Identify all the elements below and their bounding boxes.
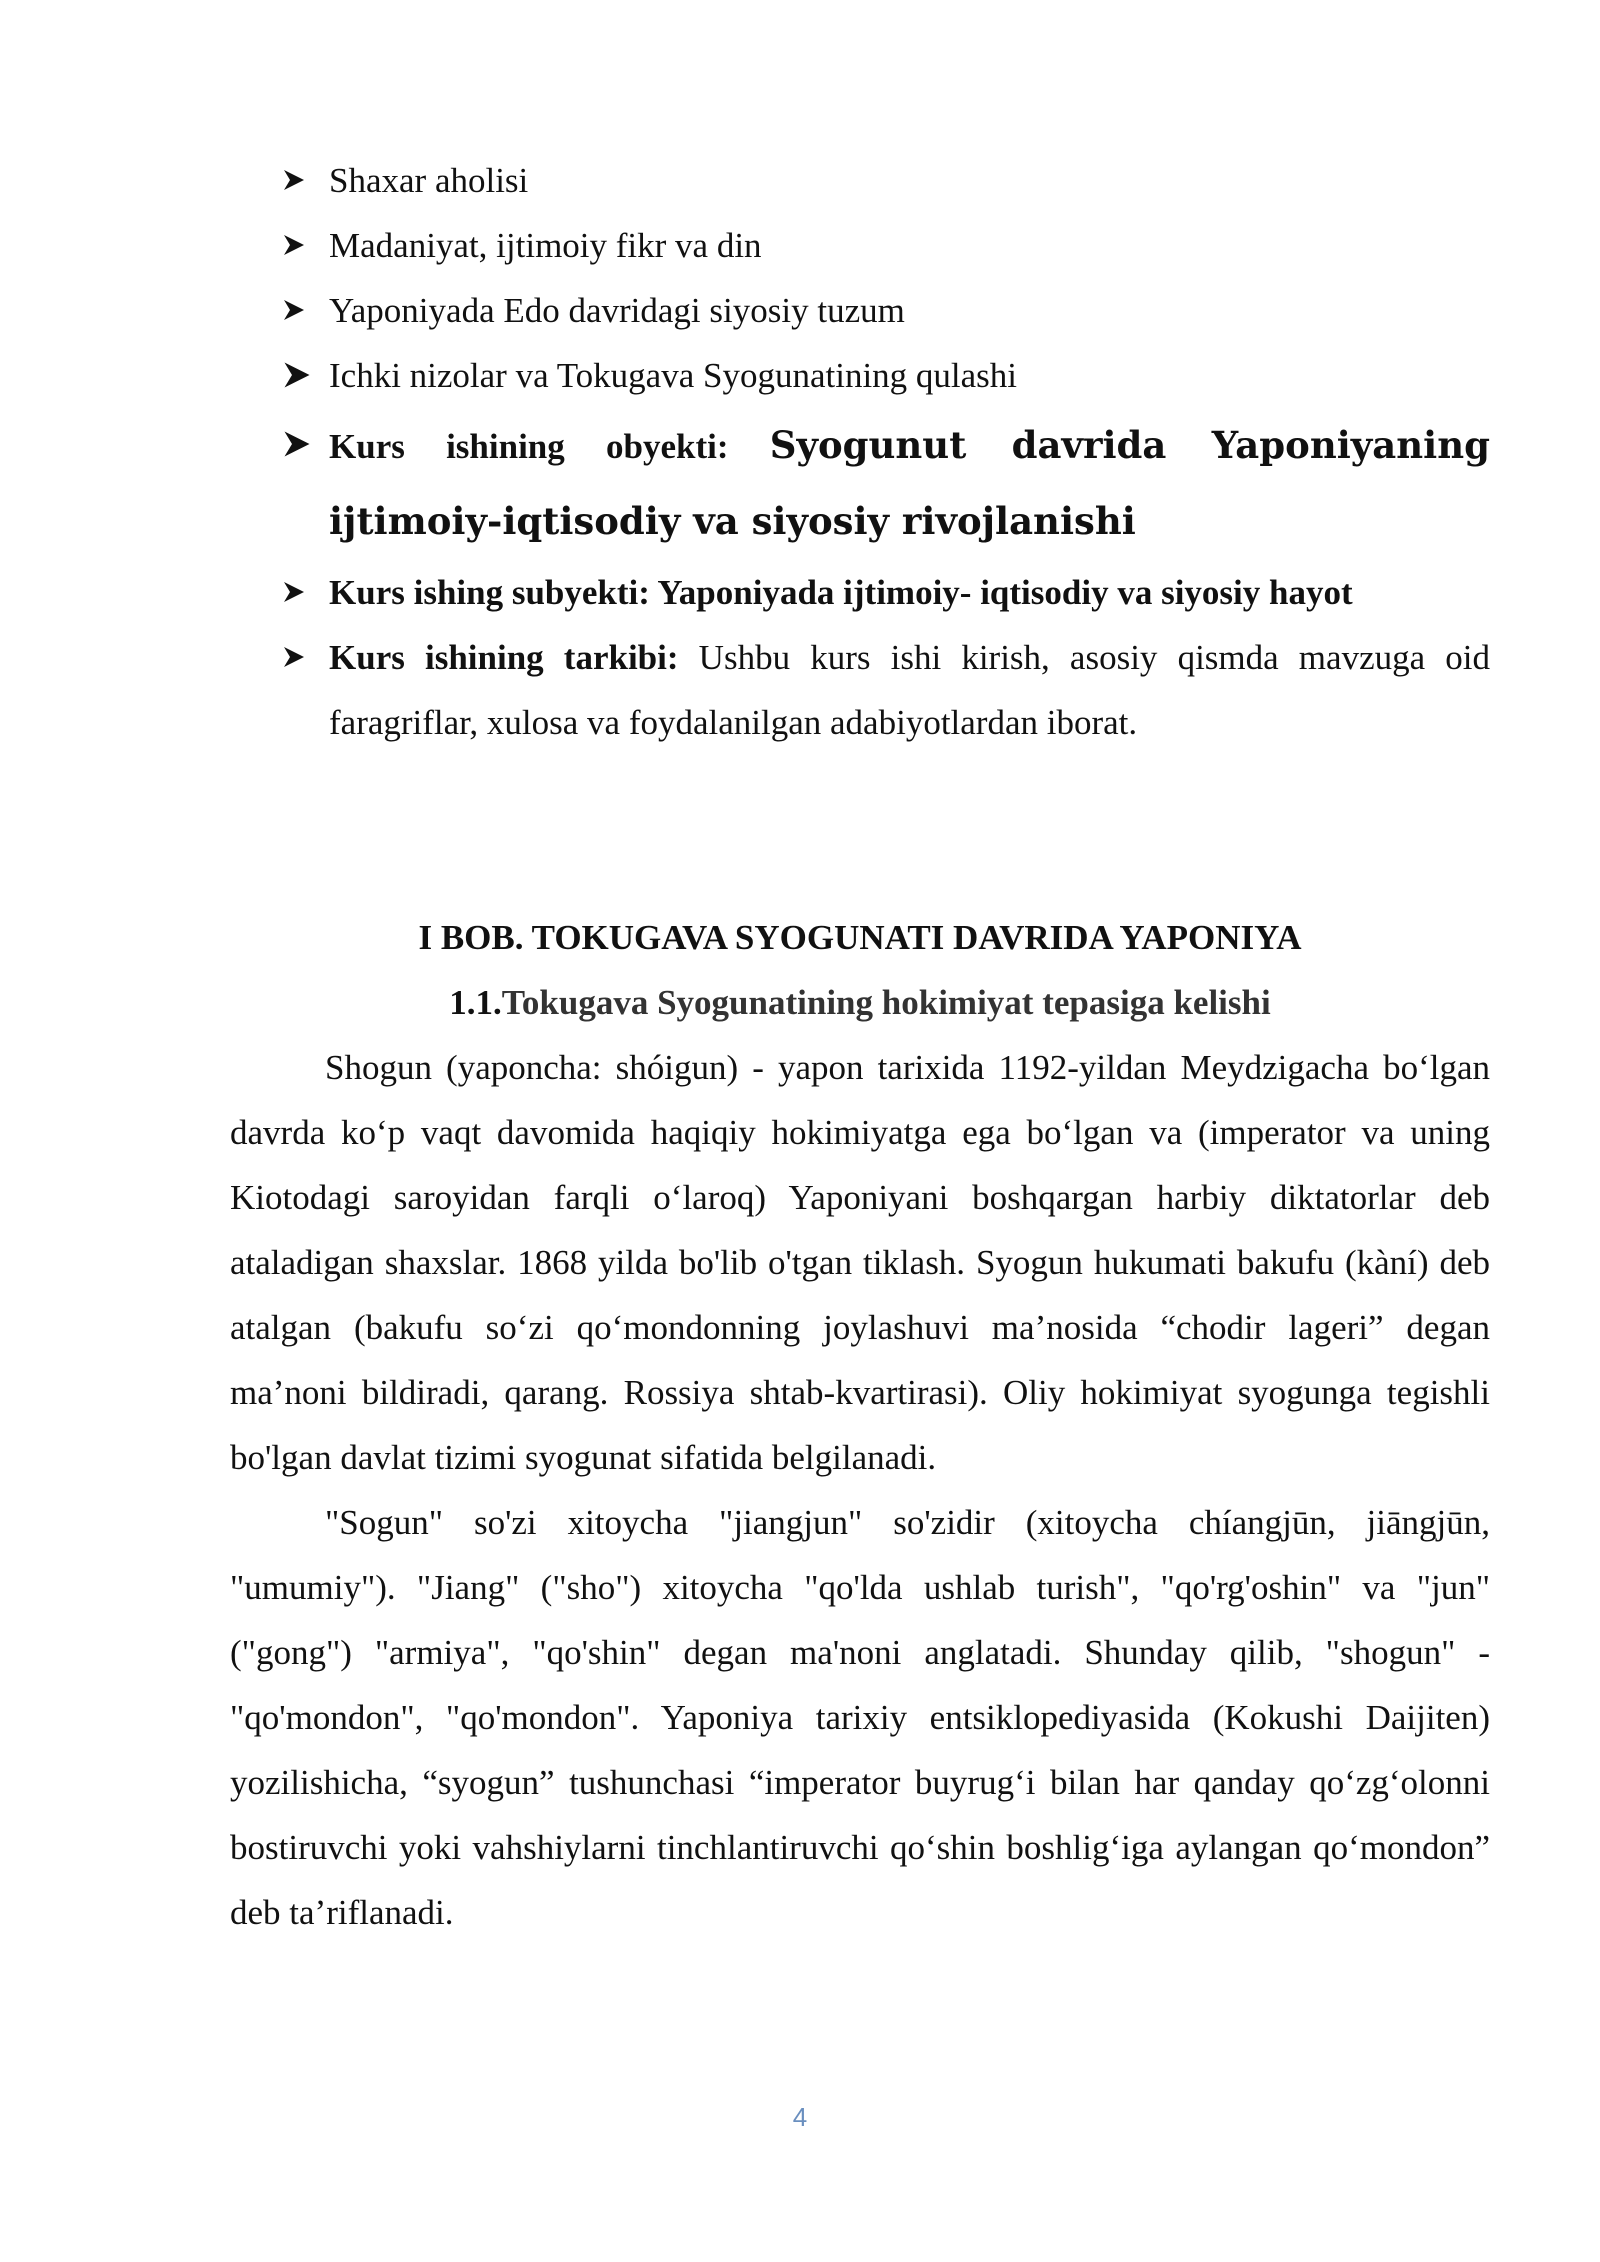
list-item: [282, 213, 1490, 278]
arrowhead-bullet-icon: [282, 168, 306, 192]
section-spacer: [230, 755, 1490, 905]
arrowhead-bullet-icon: [282, 580, 306, 604]
course-subject-item: [282, 560, 1490, 625]
section-title-text: Tokugava Syogunatining hokimiyat tepasiga kelishi: [501, 983, 1271, 1022]
course-structure-label: Kurs ishining tarkibi:: [329, 638, 699, 677]
chapter-title: I BOB. TOKUGAVA SYOGUNATI DAVRIDA YAPONIYA: [418, 918, 1302, 957]
list-item: [282, 148, 1490, 213]
body-paragraph: Shogun (yaponcha: shóigun) - yapon tarixida 1192-yildan Meydzigacha boʻlgan davrda koʻp vaqt davomida haqiqiy hokimiyatga ega boʻlgan va (imperator va uning Kiotodagi saroyidan farqli oʻlaroq) Yaponiyani boshqargan harbiy diktatorlar deb ataladigan shaxslar. 1868 yilda bo'lib o'tgan tiklash. Syogun hukumati bakufu (kàní) deb atalgan (bakufu soʻzi qoʻmondonning joylashuvi ma’nosida “chodir lageri” degan ma’noni bildiradi, qarang. Rossiya shtab-kvartirasi). Oliy hokimiyat syogunga tegishli bo'lgan davlat tizimi syogunat sifatida belgilanadi.: [230, 1048, 1490, 1477]
arrowhead-bullet-icon: [282, 645, 306, 669]
topic-list: [282, 148, 1490, 755]
course-object-item: [282, 408, 1490, 560]
course-object-value: Syogunut davrida Yaponiyaning ijtimoiy-iqtisodiy va siyosiy rivojlanishi: [329, 423, 1490, 543]
section-title: [230, 970, 1490, 1035]
arrowhead-bullet-icon: [282, 429, 312, 459]
course-structure-value: Ushbu kurs ishi kirish, asosiy qismda mavzuga oid faragriflar, xulosa va foydalanilgan adabiyotlardan iborat.: [329, 638, 1490, 742]
list-item-text: Shaxar aholisi: [329, 161, 529, 200]
list-item-text: Madaniyat, ijtimoiy fikr va din: [329, 226, 762, 265]
list-item: [282, 343, 1490, 408]
section-number: 1.1.: [449, 983, 502, 1022]
page-number: 4: [792, 2102, 808, 2132]
body-paragraph: "Sogun" so'zi xitoycha "jiangjun" so'zidir (xitoycha chíangjūn, jiāngjūn, "umumiy"). "Jiang" ("sho") xitoycha "qo'lda ushlab turish", "qo'rg'oshin" va "jun" ("gong") "armiya", "qo'shin" degan ma'noni anglatadi. Shunday qilib, "shogun" - "qo'mondon", "qo'mondon". Yaponiya tarixiy entsiklopediyasida (Kokushi Daijiten) yozilishicha, “syogun” tushunchasi “imperator buyrugʻi bilan har qanday qoʻzgʻolonni bostiruvchi yoki vahshiylarni tinchlantiruvchi qoʻshin boshligʻiga aylangan qoʻmondon” deb taʼriflanadi.: [230, 1503, 1490, 1932]
arrowhead-bullet-icon: [282, 298, 306, 322]
list-item: [282, 278, 1490, 343]
list-item-text: Yaponiyada Edo davridagi siyosiy tuzum: [329, 291, 905, 330]
course-subject-label: Kurs ishing subyekti:: [329, 573, 658, 612]
page-content: [230, 148, 1490, 1945]
arrowhead-bullet-icon: [282, 360, 312, 390]
course-subject-value: Yaponiyada ijtimoiy- iqtisodiy va siyosiy hayot: [657, 573, 1353, 612]
list-item-text: Ichki nizolar va Tokugava Syogunatining qulashi: [329, 356, 1018, 395]
arrowhead-bullet-icon: [282, 233, 306, 257]
course-object-label: Kurs ishining obyekti:: [329, 427, 770, 466]
course-structure-item: [282, 625, 1490, 755]
